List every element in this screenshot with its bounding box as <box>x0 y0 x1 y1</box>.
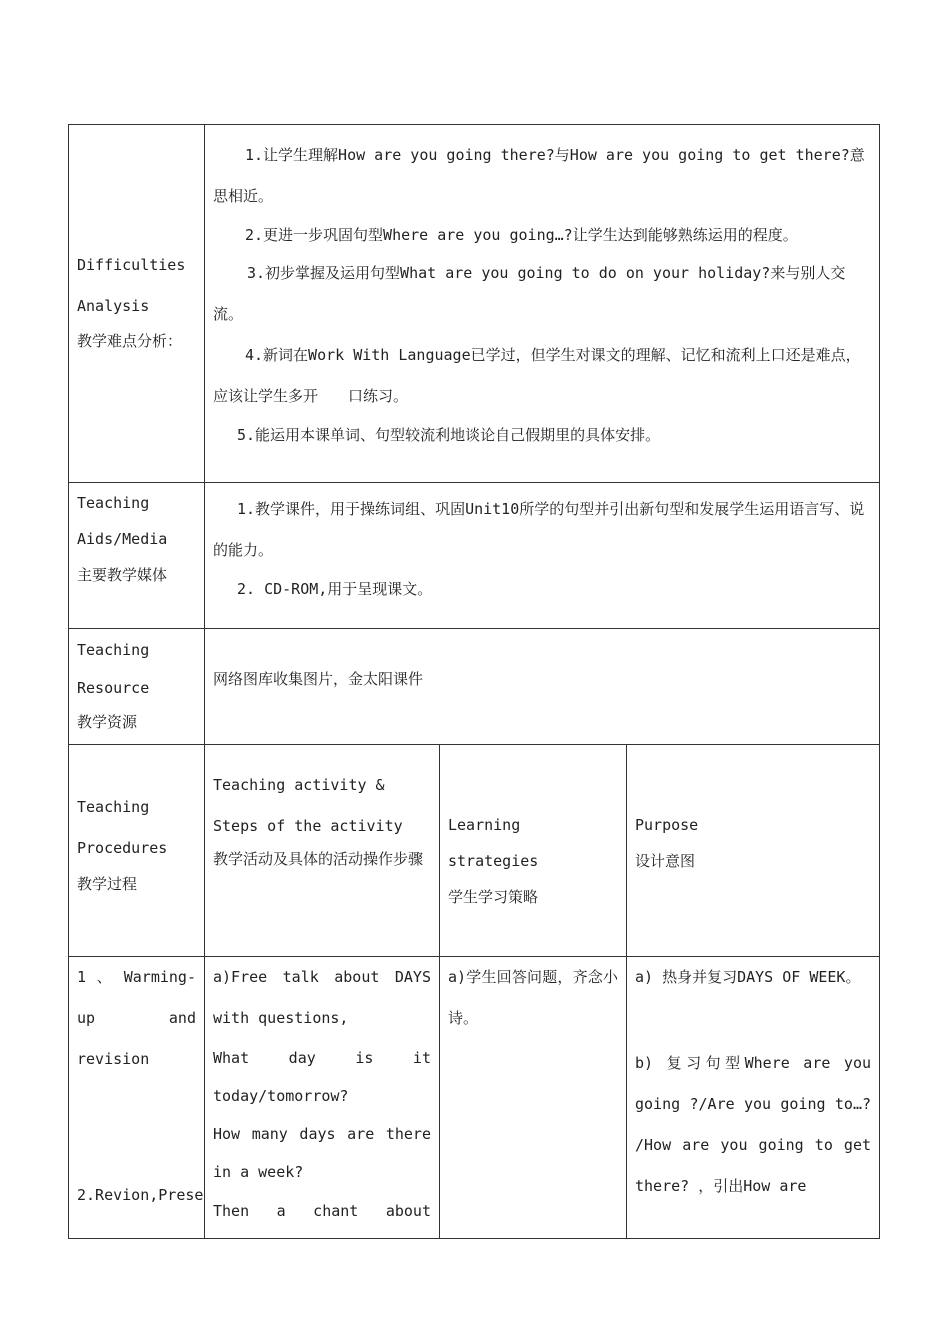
aids-label-en-1: Teaching <box>77 494 150 512</box>
step-2-label: 2.Revion,Prese <box>77 1186 204 1204</box>
resource-label-en-1: Teaching <box>77 641 150 659</box>
aid-item: 2. CD-ROM,用于呈现课文。 <box>237 580 433 598</box>
step-1-label: 1 、 Warming-up and revision <box>77 968 196 1068</box>
aid-item: 1.教学课件，用于操练词组、巩固Unit10所学的句型并引出新句型和发展学生运用语言写、说的能力。 <box>213 500 865 559</box>
resource-label-en-2: Resource <box>77 679 150 697</box>
difficulties-label-en-1: Difficulties <box>77 256 186 274</box>
difficulties-label-en-2: Analysis <box>77 297 150 315</box>
procedures-label-en-2: Procedures <box>77 839 168 857</box>
purpose-b: b) 复习句型Where are you going ?/Are you going to…? /How are you going to get there? ，引出How are <box>635 1054 872 1195</box>
strategies-header-en: Learning strategies <box>448 816 539 870</box>
purpose-header-cell <box>627 745 880 957</box>
aids-label-en-2: Aids/Media <box>77 530 168 548</box>
activity-header-zh: 教学活动及具体的活动操作步骤 <box>213 850 424 868</box>
difficulty-item: 1.让学生理解How are you going there?与How are you going to get there?意思相近。 <box>213 146 865 205</box>
difficulty-item: 3.初步掌握及运用句型What are you going to do on your holiday?来与别人交流。 <box>213 264 846 323</box>
strategies-header-cell <box>440 745 627 957</box>
activity-then: Then a chant about <box>213 1202 431 1220</box>
aids-content-cell <box>205 483 880 629</box>
activity-header-en: Teaching activity & Steps of the activity <box>213 776 403 835</box>
resource-content-cell <box>205 629 880 745</box>
difficulty-item: 2.更进一步巩固句型Where are you going…?让学生达到能够熟练运用的程度。 <box>245 226 798 244</box>
resource-row <box>69 629 880 745</box>
difficulties-label-zh: 教学难点分析： <box>77 332 183 350</box>
strategies-header-zh: 学生学习策略 <box>448 888 539 906</box>
strategy-a: a)学生回答问题，齐念小诗。 <box>448 968 618 1027</box>
resource-content: 网络图库收集图片，金太阳课件 <box>213 670 424 688</box>
difficulties-content-cell <box>205 125 880 483</box>
aids-row <box>69 483 880 629</box>
lesson-plan-table <box>68 124 880 1239</box>
procedures-label-cell <box>69 745 205 957</box>
strategy-cell <box>440 957 627 1239</box>
difficulty-item: 5.能运用本课单词、句型较流利地谈论自己假期里的具体安排。 <box>237 426 661 444</box>
difficulty-item: 4.新词在Work With Language已学过，但学生对课文的理解、记忆和流利上口还是难点，应该让学生多开 口练习。 <box>213 346 861 405</box>
activity-cell <box>205 957 440 1239</box>
procedures-label-en-1: Teaching <box>77 798 150 816</box>
procedure-step-row <box>69 957 880 1239</box>
activity-a: a)Free talk about DAYS with questions, <box>213 968 431 1027</box>
purpose-a: a) 热身并复习DAYS OF WEEK。 <box>635 968 861 986</box>
activity-header-cell <box>205 745 440 957</box>
difficulties-row <box>69 125 880 483</box>
procedures-label-zh: 教学过程 <box>77 875 138 893</box>
resource-label-zh: 教学资源 <box>77 713 138 731</box>
activity-question-1: What day is it today/tomorrow? <box>213 1049 431 1105</box>
aids-label-zh: 主要教学媒体 <box>77 566 168 584</box>
purpose-header-en: Purpose <box>635 816 699 834</box>
step-label-cell <box>69 957 205 1239</box>
activity-question-2: How many days are there in a week? <box>213 1125 431 1181</box>
purpose-cell <box>627 957 880 1239</box>
resource-label-cell <box>69 629 205 745</box>
procedures-header-row <box>69 745 880 957</box>
purpose-header-zh: 设计意图 <box>635 852 696 870</box>
difficulties-label-cell <box>69 125 205 483</box>
aids-label-cell <box>69 483 205 629</box>
